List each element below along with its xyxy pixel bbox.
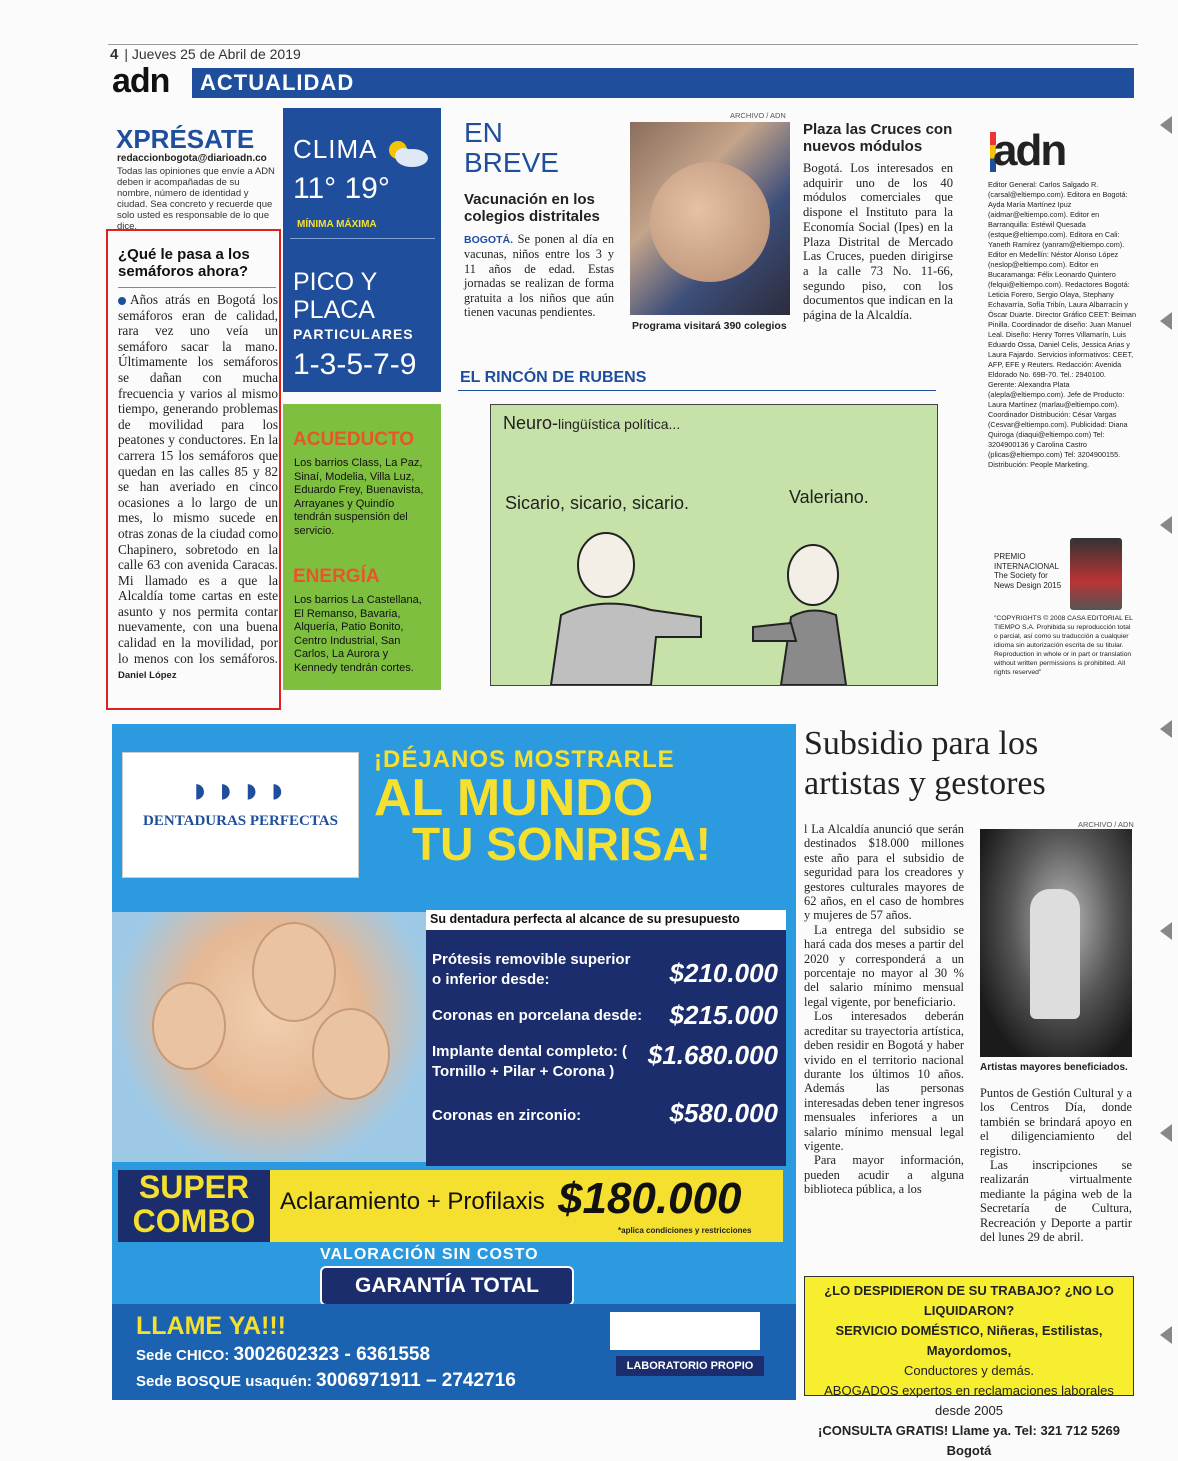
award-badge [1070, 538, 1122, 610]
arrow-left-icon [1160, 312, 1172, 330]
arrow-left-icon [1160, 922, 1172, 940]
legal-ad-line: ABOGADOS expertos en reclamaciones laborales desde 2005 [824, 1383, 1114, 1418]
en-breve-body [464, 232, 614, 319]
dental-ad [112, 724, 796, 1400]
legal-ad [804, 1276, 1134, 1458]
paragraph: Puntos de Gestión Cultural y a los Centros Día, donde también se brindará apoyo en el diligenciamiento del registro. [980, 1086, 1132, 1158]
xpresate-email[interactable]: redaccionbogota@diarioadn.co [117, 153, 267, 164]
sede-chico [136, 1344, 430, 1366]
paragraph: Los interesados deberán acreditar su trayectoria artística, deben residir en Bogotá y haber vivido en el territorio nacional durante los últimos 10 años. Además las personas interesadas deben tener ingresos mensuales inferiores a un salario mínimo mensual legal vigente. [804, 1009, 964, 1153]
super-combo-label [118, 1170, 270, 1242]
arrow-left-icon [1160, 516, 1172, 534]
weather-temps: 11° 19° [293, 172, 390, 205]
dental-brand: DENTADURAS PERFECTAS [143, 813, 338, 829]
ad-headline-2: AL MUNDO [374, 769, 654, 827]
sede-bosque [136, 1370, 516, 1392]
rubens-title: EL RINCÓN DE RUBENS [460, 369, 647, 386]
paragraph: La entrega del subsidio se hará cada dos meses a partir del 2020 y corresponderá a un porcentaje no mayor al 30 % del salario mínimo mensual legal vigente, por beneficiario. [804, 922, 964, 1009]
legal-ad-line: Conductores y demás. [903, 1363, 1035, 1378]
price-value: $215.000 [669, 1000, 778, 1030]
acueducto-title: ACUEDUCTO [293, 429, 415, 450]
bullet-icon [118, 297, 126, 305]
speech-left: Sicario, sicario, sicario. [505, 493, 690, 513]
price-value: $1.680.000 [647, 1040, 778, 1070]
ad-headline-1: ¡DÉJANOS MOSTRARLE [374, 746, 675, 773]
speech-right: Valeriano. [789, 487, 869, 507]
acueducto-text: Los barrios Class, La Paz, Sinaí, Modelia, Villa Luz, Eduardo Frey, Buenavista, Arrayanes y Quindío tendrán suspensión del servicio. [294, 457, 424, 537]
copyright: "COPYRIGHTS © 2008 CASA EDITORIAL EL TIEMPO S.A. Prohibida su reproducción total o parcial, así como su traducción a cualquier idioma sin autorización escrita de su titular. Reproduction in whole or in part or translation without written permissions is prohibited. All rights reserved" [994, 615, 1133, 676]
combo-fine: *aplica condiciones y restricciones [618, 1226, 752, 1235]
opinion-title: ¿Qué le pasa a los semáforos ahora? [118, 246, 250, 280]
arrow-left-icon [1160, 116, 1172, 134]
subsidio-col2 [980, 1086, 1132, 1244]
sede-phone[interactable]: 3006971911 – 2742716 [316, 1370, 516, 1391]
lab-badge: LABORATORIO PROPIO [616, 1356, 764, 1376]
masthead-credits: Editor General: Carlos Salgado R. (carsal@eltiempo.com). Editora en Bogotá: Ayda María Martínez Ipuz (aidmar@eltiempo.com). Editor en Barranquilla: Estéwil Quesada (estque@eltiempo.com). Editora en Cali: Yaneth Ramírez (yanram@eltiempo.com). Editor en Medellín: Néstor Alonso López (neslop@eltiempo.com). Editor en Bucaramanga: Félix Leonardo Quintero (felqui@eltiempo.com). Redactores Bogotá: Leticia Forero, Sergio Olaya, Stephany Echavarría, Sofía Tribín, Laura Albarracín y Óscar Duarte. Director Gráfico CEET: Beiman Pinilla. Coordinador de diseño: Juan Manuel Leal. Diseño: Henry Torres Villamarín, Luis Eduardo Ossa, Daniel Celis, Jessica Arias y Laura Fajardo. Servicios informativos: CEET, AFP, EFE y Reuters. Redacción: Avenida Eldorado No. 69B-70. Tel.: 2940100. Gerente: Alexandra Plata (aleplа@eltiempo.com). Jefe de Producto: Laura Martínez (marlau@eltiempo.com). Coordinador Distribución: César Vargas (Cesvar@eltiempo.com). Publicidad: Diana Quiroga (diaqui@eltiempo.com) Tel: 3204900136 y Carolina Castro (plicas@eltiempo.com) Tel: 3204900155. Distribución: People Marketing. [988, 180, 1137, 469]
dateline: BOGOTÁ. [464, 234, 513, 246]
hand-graphic [650, 162, 770, 282]
face [152, 982, 226, 1070]
price-label: Coronas en porcelana desde: [432, 1007, 643, 1024]
teeth-icon: ◗◗◗◗ [189, 769, 292, 810]
divider [118, 287, 276, 288]
folio [110, 46, 301, 63]
price-value: $210.000 [669, 958, 778, 988]
cartoon [490, 404, 938, 686]
sede-phone[interactable]: 3002602323 - 6361558 [233, 1344, 431, 1365]
section-title: ACTUALIDAD [200, 70, 355, 95]
combo-price: $180.000 [558, 1174, 742, 1223]
partly-cloudy-icon [382, 136, 432, 170]
face [312, 1008, 390, 1100]
payment-cards-icon [610, 1312, 760, 1350]
contact-band [112, 1304, 796, 1400]
divider [458, 390, 936, 391]
face [252, 922, 336, 1022]
legal-ad-line: ¿LO DESPIDIERON DE SU TRABAJO? ¿NO LO LIQUIDARON? [824, 1283, 1114, 1318]
page-number: 4 [110, 46, 119, 63]
dental-logo [122, 752, 359, 878]
top-rule [108, 44, 1138, 45]
award-text: PREMIO INTERNACIONAL The Society for News Design 2015 [994, 552, 1062, 590]
artist-photo [980, 829, 1132, 1057]
price-list [426, 930, 786, 1166]
photo-caption: Artistas mayores beneficiados. [980, 1062, 1128, 1073]
ad-headline-3: TU SONRISA! [412, 818, 711, 870]
students-photo [630, 122, 790, 315]
xpresate-text: Todas las opiniones que envíe a ADN deben ir acompañadas de su nombre, número de identidad y ciudad. Sea concreto y recuerde que solo usted es responsable de lo que dice. [117, 166, 275, 232]
subsidio-title: Subsidio para los artistas y gestores [804, 725, 1046, 802]
arrow-left-icon [1160, 1124, 1172, 1142]
opinion-body [118, 292, 278, 684]
adn-logo: adn [112, 62, 170, 100]
particulares-label: PARTICULARES [293, 326, 414, 342]
call-now: LLAME YA!!! [136, 1312, 286, 1340]
price-label: Prótesis removible superior o inferior desde: [432, 951, 631, 988]
photo-credit: ARCHIVO / ADN [730, 111, 786, 120]
energia-text: Los barrios La Castellana, El Remanso, Bavaria, Alquería, Patio Bonito, Centro Industrial, San Carlos, La Aurora y Kennedy tendrán cortes. [294, 594, 422, 674]
paragraph: Las inscripciones se realizarán virtualmente mediante la página web de la Secretaría de Cultura, Recreación y Deporte a partir del lunes 29 de abril. [980, 1158, 1132, 1245]
xpresate-title: XPRÉSATE [116, 124, 255, 154]
en-breve-text: Se ponen al día en vacunas, niños entre los 3 y 11 años de edad. Estas jornadas se realizan de forma gratuita a los niños que aún tienen vacunas pendientes. [464, 232, 615, 320]
cartoon-caption-b: lingüística política... [558, 416, 681, 432]
combo-text: Aclaramiento + Profilaxis [280, 1188, 545, 1215]
arrow-left-icon [1160, 720, 1172, 738]
paragraph: l La Alcaldía anunció que serán destinados $18.000 millones este año para el subsidio de seguridad para los creadores y gestores culturales mayores de 62 años, en el caso de hombres y mujeres de 57 años. [804, 822, 964, 923]
en-breve-headline: Vacunación en los colegios distritales [464, 191, 600, 225]
plaza-headline: Plaza las Cruces con nuevos módulos [803, 121, 953, 155]
valoracion: VALORACIÓN SIN COSTO [320, 1246, 539, 1263]
cartoon-caption-a: Neuro- [503, 413, 559, 433]
plaza-body: Bogotá. Los interesados en adquirir uno de los 40 módulos comerciales que dispone el Instituto para la Economía Social (Ipes) en la Plaza Distrital de Mercado Las Cruces, pueden dirigirse a la calle 73 No. 11-66, segundo piso, con los documentos que indican en la página de la Alcaldía. [803, 161, 953, 323]
weather-minmax: MÍNIMA MÁXIMA [297, 219, 377, 230]
legal-ad-line: ¡CONSULTA GRATIS! Llame ya. Tel: 321 712 5269 Bogotá [818, 1423, 1120, 1458]
sede-label: Sede CHICO: [136, 1347, 230, 1364]
subsidio-col1 [804, 822, 964, 1197]
photo-credit: ARCHIVO / ADN [1078, 820, 1134, 829]
ad-strip [426, 910, 786, 930]
divider [290, 238, 435, 239]
combo-word: SUPER [138, 1169, 250, 1205]
cartoon-figures [491, 405, 937, 685]
price-label: Implante dental completo: ( Tornillo + Pilar + Corona ) [432, 1043, 628, 1080]
paragraph: Para mayor información, pueden acudir a alguna biblioteca pública, a los [804, 1153, 964, 1197]
issue-date: | Jueves 25 de Abril de 2019 [124, 46, 301, 62]
weather-label: CLIMA [293, 134, 378, 164]
en-breve-title: EN BREVE [464, 117, 559, 178]
price-value: $580.000 [669, 1098, 778, 1128]
section-bar [192, 68, 1134, 98]
opinion-author: Daniel López [118, 670, 177, 682]
figure-graphic [1030, 889, 1080, 1019]
opinion-text: Años atrás en Bogotá los semáforos eran de calidad, rara vez uno veía un semáforo sacar la mano. Últimamente los semáforos se dañan con mucha frecuencia y varios al mismo tiempo, generando problemas de movilidad para los peatones y conductores. En la carrera 15 los semáforos que quedan en las calles 85 y 82 se han averiado en cinco ocasiones a lo largo de un mes, lo mismo sucede en otras zonas de la ciudad como Chapinero, sobretodo en la calle 63 con avenida Caracas. Mi llamado es a que la Alcaldía tome cartas en este asunto y nos permita contar nuevamente, con una buena calidad en la movilidad, por lo menos con los semáforos. [118, 292, 278, 666]
photo-caption: Programa visitará 390 colegios [632, 320, 787, 332]
pico-placa-numbers: 1-3-5-7-9 [293, 348, 417, 381]
pico-placa-label: PICO Y PLACA [293, 268, 377, 324]
ad-strip-text: Su dentadura perfecta al alcance de su presupuesto [430, 912, 740, 926]
sede-label: Sede BOSQUE usaquén: [136, 1373, 312, 1390]
combo-word: COMBO [132, 1203, 256, 1239]
garantia-badge: GARANTÍA TOTAL [320, 1266, 574, 1306]
legal-ad-line: SERVICIO DOMÉSTICO, Niñeras, Estilistas, Mayordomos, [835, 1323, 1103, 1358]
energia-title: ENERGÍA [293, 566, 380, 587]
arrow-left-icon [1160, 1326, 1172, 1344]
family-photo [112, 912, 432, 1162]
adn-masthead-logo: adn [993, 126, 1066, 175]
page-edge-markers [1160, 0, 1178, 1459]
super-combo [118, 1170, 783, 1242]
price-label: Coronas en zirconio: [432, 1107, 582, 1124]
